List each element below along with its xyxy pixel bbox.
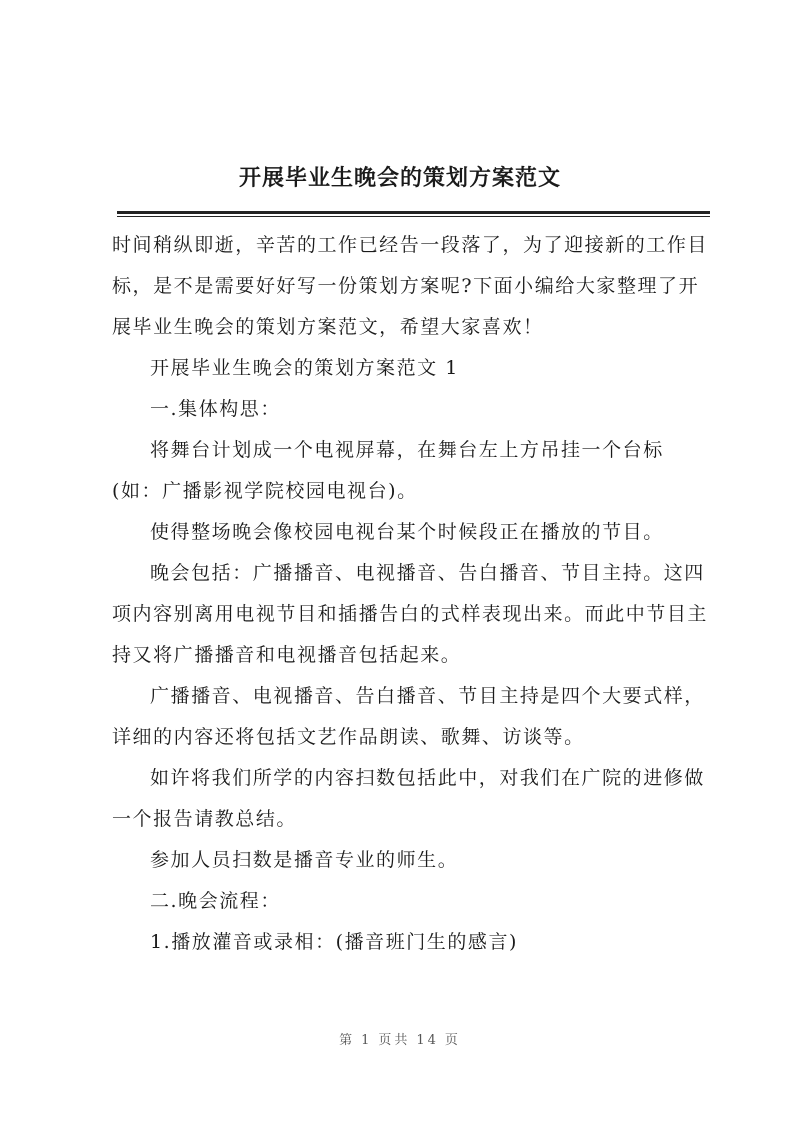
footer-page-number: 1 xyxy=(361,1033,373,1048)
title-divider-thin xyxy=(117,216,710,217)
footer-middle: 页共 xyxy=(378,1033,411,1048)
paragraph-forms: 广播播音、电视播音、告白播音、节目主持是四个大要式样，详细的内容还将包括文艺作品朗读、歌舞、访谈等。 xyxy=(112,685,705,748)
paragraph-program-feel: 使得整场晚会像校园电视台某个时候段正在播放的节目。 xyxy=(150,521,664,543)
section-heading: 开展毕业生晚会的策划方案范文 1 xyxy=(150,357,459,379)
intro-paragraph: 时间稍纵即逝，辛苦的工作已经告一段落了，为了迎接新的工作目标，是不是需要好好写一份策划方案呢?下面小编给大家整理了开展毕业生晚会的策划方案范文，希望大家喜欢！ xyxy=(112,234,708,338)
document-title: 开展毕业生晚会的策划方案范文 xyxy=(238,165,561,191)
subheading-concept: 一.集体构思： xyxy=(150,398,281,420)
paragraph-participants: 参加人员扫数是播音专业的师生。 xyxy=(150,849,459,871)
document-body xyxy=(112,225,712,963)
page-footer xyxy=(0,1031,800,1051)
paragraph-stage-plan: 将舞台计划成一个电视屏幕，在舞台左上方吊挂一个台标(如：广播影视学院校园电视台)。 xyxy=(112,439,664,502)
footer-suffix: 页 xyxy=(444,1033,461,1048)
list-item-flow-1: 1.播放灌音或录相：(播音班门生的感言) xyxy=(150,931,518,953)
footer-prefix: 第 xyxy=(339,1033,356,1048)
footer-total-pages: 14 xyxy=(416,1033,439,1048)
subheading-flow: 二.晚会流程： xyxy=(150,890,281,912)
title-divider-thick xyxy=(117,211,710,214)
paragraph-content-list: 晚会包括：广播播音、电视播音、告白播音、节目主持。这四项内容别离用电视节目和插播告白的式样表现出来。而此中节目主持又将广播播音和电视播音包括起来。 xyxy=(112,562,708,666)
paragraph-summary: 如许将我们所学的内容扫数包括此中，对我们在广院的进修做一个报告请教总结。 xyxy=(112,767,705,830)
